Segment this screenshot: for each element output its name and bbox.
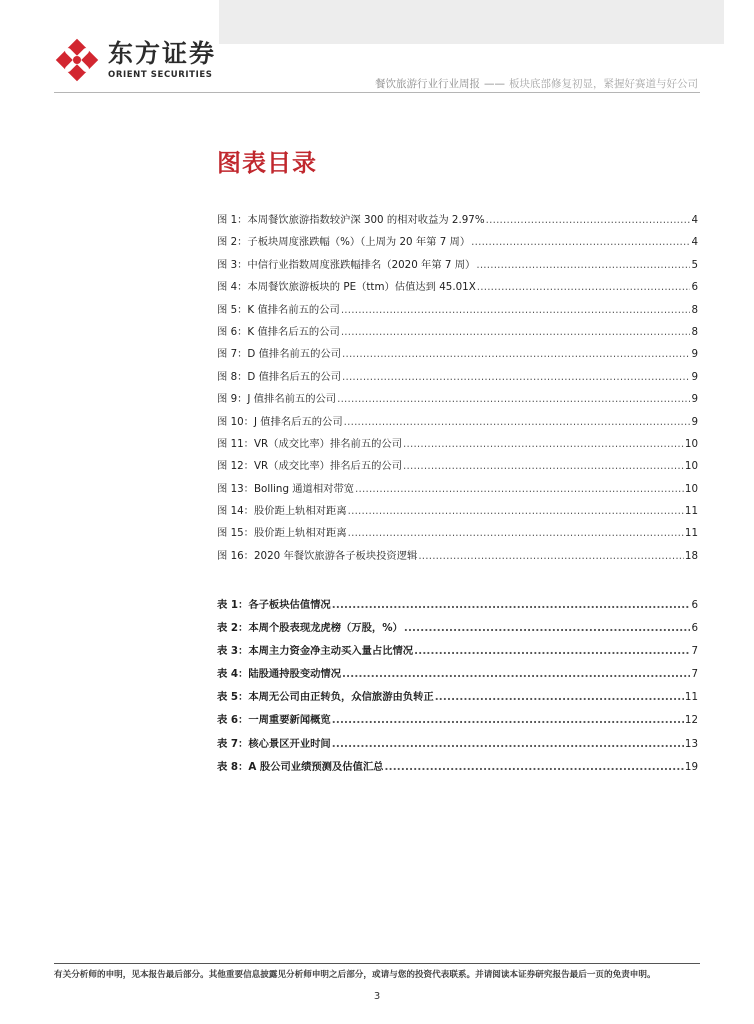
toc-entry-label: 表 7：核心景区开业时间 (217, 737, 331, 750)
toc-entry-label: 图 11：VR（成交比率）排名前五的公司 (217, 437, 403, 450)
toc-leader (332, 714, 684, 726)
toc-entry-label: 表 6：一周重要新闻概览 (217, 714, 331, 727)
toc-entry-label: 图 15：股价距上轨相对距离 (217, 527, 347, 540)
toc-entry-page: 9 (691, 370, 698, 383)
toc-entry-table[interactable] (217, 688, 698, 711)
toc-entry-page: 18 (684, 549, 698, 562)
toc-entry-figure[interactable] (217, 323, 698, 345)
toc-entry-page: 12 (684, 714, 698, 727)
toc-entry-page: 5 (691, 258, 698, 271)
logo-mark-icon (54, 37, 100, 83)
toc-leader (342, 348, 690, 360)
toc-entry-figure[interactable] (217, 413, 698, 435)
toc-entry-label: 图 8：D 值排名后五的公司 (217, 370, 341, 383)
toc-entry-page: 4 (691, 236, 698, 249)
toc-entry-label: 图 12：VR（成交比率）排名后五的公司 (217, 460, 403, 473)
toc-leader (348, 527, 684, 539)
toc-entry-page: 8 (691, 303, 698, 316)
toc-leader (342, 371, 690, 383)
toc-entry-label: 图 13：Bolling 通道相对带宽 (217, 482, 355, 495)
toc-entry-table[interactable] (217, 758, 698, 781)
toc-entry-label: 图 1：本周餐饮旅游指数较沪深 300 的相对收益为 2.97% (217, 214, 485, 226)
toc-leader (403, 438, 684, 450)
toc-entry-figure[interactable] (217, 233, 698, 255)
toc-entry-table[interactable] (217, 665, 698, 688)
toc-entry-label: 图 2：子板块周度涨跌幅（%）（上周为 20 年第 7 周） (217, 236, 471, 249)
page-number: 3 (373, 991, 381, 1002)
header-separator: —— (484, 78, 505, 90)
toc-entry-label: 图 14：股价距上轨相对距离 (217, 505, 347, 518)
toc-entry-page: 11 (684, 527, 698, 540)
toc-leader (332, 599, 691, 611)
logo-chinese-name: 东方证券 (108, 39, 217, 68)
toc-leader (404, 622, 691, 634)
toc-entry-page: 8 (691, 325, 698, 338)
toc-entry-page: 7 (691, 668, 698, 681)
figure-list (217, 211, 698, 569)
toc-entry-figure[interactable] (217, 435, 698, 457)
toc-entry-page: 7 (691, 645, 698, 658)
report-subtitle: 板块底部修复初显，紧握好赛道与好公司 (509, 78, 698, 90)
toc-entry-figure[interactable] (217, 457, 698, 479)
toc-leader (476, 259, 690, 271)
toc-leader (342, 668, 690, 680)
toc-entry-label: 图 4：本周餐饮旅游板块的 PE（ttm）估值达到 45.01X (217, 281, 476, 294)
toc-leader (337, 393, 690, 405)
toc-leader (341, 304, 691, 316)
toc-entry-page: 6 (691, 622, 698, 635)
toc-entry-figure[interactable] (217, 211, 698, 233)
company-logo (54, 37, 244, 83)
toc-entry-label: 表 5：本周无公司由正转负，众信旅游由负转正 (217, 691, 434, 704)
toc-leader (418, 550, 684, 562)
running-header (375, 76, 698, 91)
toc-entry-label: 表 2：本周个股表现龙虎榜（万股，%） (217, 622, 403, 635)
table-list (217, 596, 698, 781)
toc-leader (344, 416, 691, 428)
toc-entry-figure[interactable] (217, 547, 698, 569)
toc-entry-table[interactable] (217, 642, 698, 665)
toc-entry-figure[interactable] (217, 524, 698, 546)
header-band (219, 0, 724, 44)
toc-entry-figure[interactable] (217, 390, 698, 412)
toc-entry-page: 10 (684, 460, 698, 473)
toc-leader (435, 691, 684, 703)
toc-leader (384, 761, 683, 773)
toc-entry-label: 图 9：J 值排名前五的公司 (217, 393, 337, 406)
toc-entry-page: 10 (684, 482, 698, 495)
toc-leader (341, 326, 691, 338)
toc-entry-figure[interactable] (217, 480, 698, 502)
toc-leader (403, 460, 684, 472)
toc-entry-figure[interactable] (217, 256, 698, 278)
footer-rule (54, 963, 700, 964)
toc-leader (477, 281, 691, 293)
toc-entry-page: 13 (684, 737, 698, 750)
toc-entry-label: 表 4：陆股通持股变动情况 (217, 668, 342, 681)
toc-leader (471, 236, 690, 248)
toc-entry-page: 11 (684, 505, 698, 518)
toc-entry-figure[interactable] (217, 502, 698, 524)
footer-disclaimer: 有关分析师的申明，见本报告最后部分。其他重要信息披露见分析师申明之后部分，或请与您的投资代表联系。并请阅读本证券研究报告最后一页的免责申明。 (54, 970, 656, 980)
toc-entry-table[interactable] (217, 619, 698, 642)
report-type: 餐饮旅游行业行业周报 (375, 78, 480, 90)
toc-entry-label: 图 10：J 值排名后五的公司 (217, 415, 343, 428)
toc-entry-page: 9 (691, 348, 698, 361)
toc-entry-page: 6 (691, 599, 698, 611)
toc-leader (486, 214, 691, 226)
toc-entry-label: 图 7：D 值排名前五的公司 (217, 348, 341, 361)
toc-entry-label: 表 8：A 股公司业绩预测及估值汇总 (217, 760, 384, 773)
toc-leader (348, 505, 684, 517)
header-rule (54, 92, 700, 93)
toc-entry-figure[interactable] (217, 368, 698, 390)
toc-leader (355, 483, 684, 495)
toc-entry-label: 表 1：各子板块估值情况 (217, 599, 331, 611)
toc-title: 图表目录 (217, 149, 317, 177)
toc-entry-table[interactable] (217, 596, 698, 619)
toc-entry-label: 图 5：K 值排名前五的公司 (217, 303, 340, 316)
toc-entry-label: 图 6：K 值排名后五的公司 (217, 325, 340, 338)
toc-entry-page: 9 (691, 415, 698, 428)
toc-entry-figure[interactable] (217, 278, 698, 300)
toc-entry-table[interactable] (217, 735, 698, 758)
toc-entry-page: 19 (684, 760, 698, 773)
toc-entry-figure[interactable] (217, 345, 698, 367)
toc-entry-table[interactable] (217, 711, 698, 734)
logo-english-name: ORIENT SECURITIES (108, 70, 213, 80)
toc-entry-label: 表 3：本周主力资金净主动买入量占比情况 (217, 645, 414, 658)
toc-entry-label: 图 3：中信行业指数周度涨跌幅排名（2020 年第 7 周） (217, 258, 476, 271)
toc-entry-page: 10 (684, 437, 698, 450)
toc-entry-page: 6 (691, 281, 698, 294)
toc-entry-label: 图 16：2020 年餐饮旅游各子板块投资逻辑 (217, 549, 418, 562)
toc-leader (332, 738, 684, 750)
toc-entry-figure[interactable] (217, 301, 698, 323)
toc-entry-page: 4 (691, 214, 698, 226)
toc-leader (414, 645, 690, 657)
toc-entry-page: 9 (691, 393, 698, 406)
toc-entry-page: 11 (684, 691, 698, 704)
